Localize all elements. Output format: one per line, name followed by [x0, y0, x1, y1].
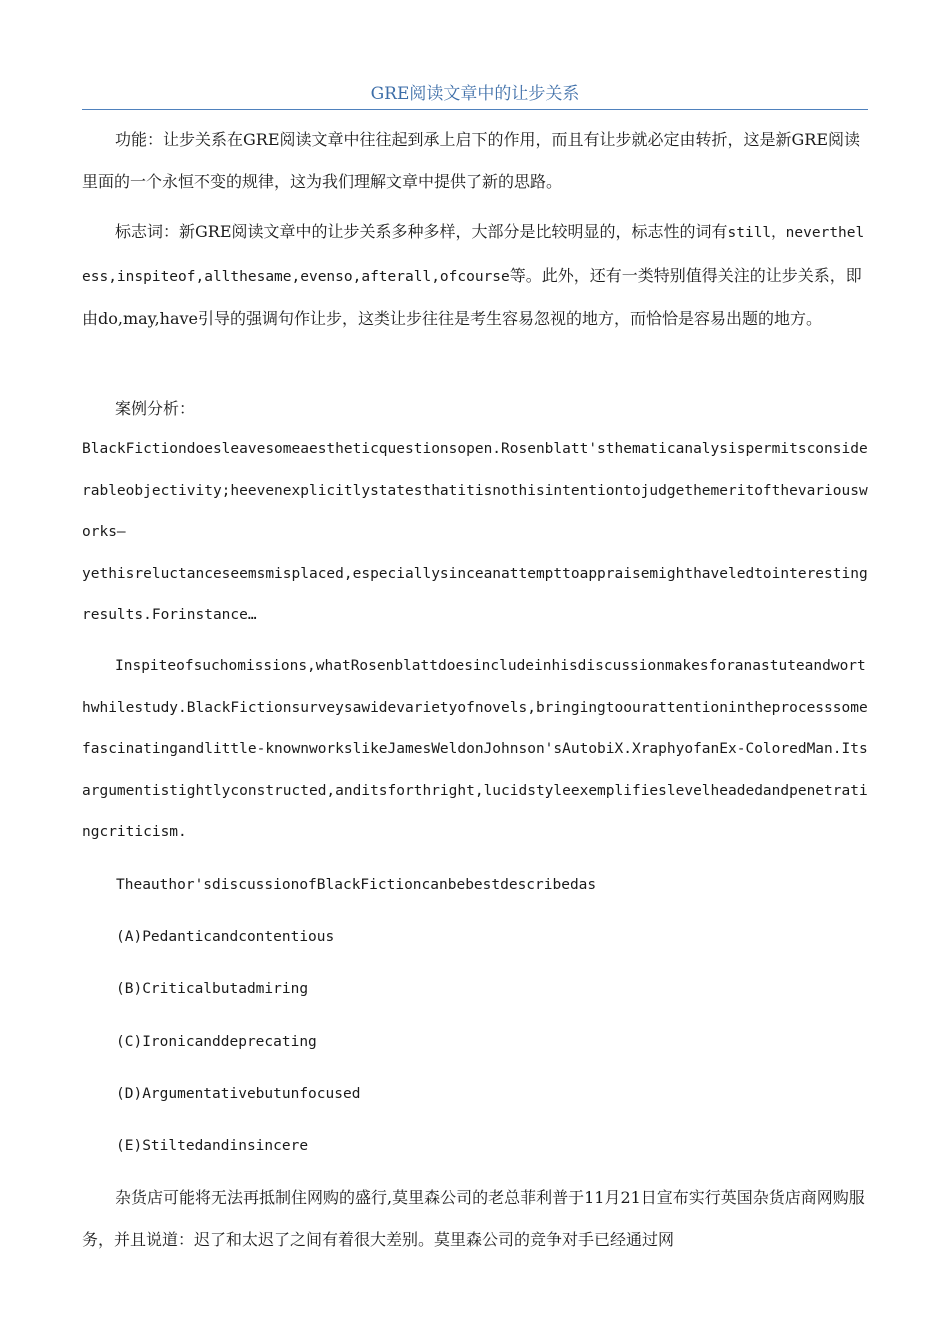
passage-1	[82, 429, 868, 637]
option-e: (E)Stiltedandinsincere	[116, 1138, 309, 1154]
passage-2: Inspiteofsuchomissions,whatRosenblattdoesincludeinhisdiscussionmakesforanastuteandworthwhilestudy.BlackFictionsurveysawidevarietyofnovels,bringingtoourattentionintheprocesssomefascinatingandlittle-knownworkslikeJamesWeldonJohnson'sAutobiX.XraphyofanEx-ColoredMan.Itsargumentistightlyconstructed,anditsforthright,lucidstyleexemplifieslevelheadedandpenetratingcriticism.	[82, 658, 868, 840]
option-c: (C)Ironicanddeprecating	[116, 1034, 317, 1050]
markers-intro: 标志词：新GRE阅读文章中的让步关系多种多样，大部分是比较明显的，标志性的词有	[115, 222, 728, 241]
paragraph-markers	[82, 211, 868, 340]
paragraph-function: 功能：让步关系在GRE阅读文章中往往起到承上启下的作用，而且有让步就必定由转折，这是新GRE阅读里面的一个永恒不变的规律，这为我们理解文章中提供了新的思路。	[82, 130, 861, 191]
option-b: (B)Criticalbutadmiring	[116, 981, 309, 997]
markers-rest: 等。此外，还有一类特别值得关注的让步关系，即由do,may,have引导的强调句作让步，这类让步往往是考生容易忽视的地方，而恰恰是容易出题的地方。	[82, 265, 862, 328]
title-underline	[82, 109, 868, 110]
question-stem: Theauthor'sdiscussionofBlackFictioncanbebestdescribedas	[116, 877, 597, 893]
markers-words: still，nevertheless,inspiteof,allthesame,evenso,afterall,ofcourse	[82, 225, 865, 285]
case-label: 案例分析：	[115, 399, 196, 418]
passage-1-part-a: BlackFictiondoesleavesomeaestheticquestionsopen.Rosenblatt'sthematicanalysispermitsconsiderableobjectivity;heevenexplicitlystatesthatitisnothisintentiontojudgethemeritofthevariousworks—	[82, 441, 868, 540]
passage-1-part-b: yethisreluctanceseemsmisplaced,especiallysinceanattempttoappraisemighthaveledtointerestingresults.Forinstance…	[82, 565, 868, 623]
option-a: (A)Pedanticandcontentious	[116, 929, 335, 945]
paragraph-news: 杂货店可能将无法再抵制住网购的盛行,莫里森公司的老总菲利普于11月21日宣布实行英国杂货店商网购服务，并且说道：迟了和太迟了之间有着很大差别。莫里森公司的竞争对手已经通过网	[82, 1188, 865, 1249]
document-title: GRE阅读文章中的让步关系	[370, 84, 580, 104]
option-d: (D)Argumentativebutunfocused	[116, 1086, 361, 1102]
